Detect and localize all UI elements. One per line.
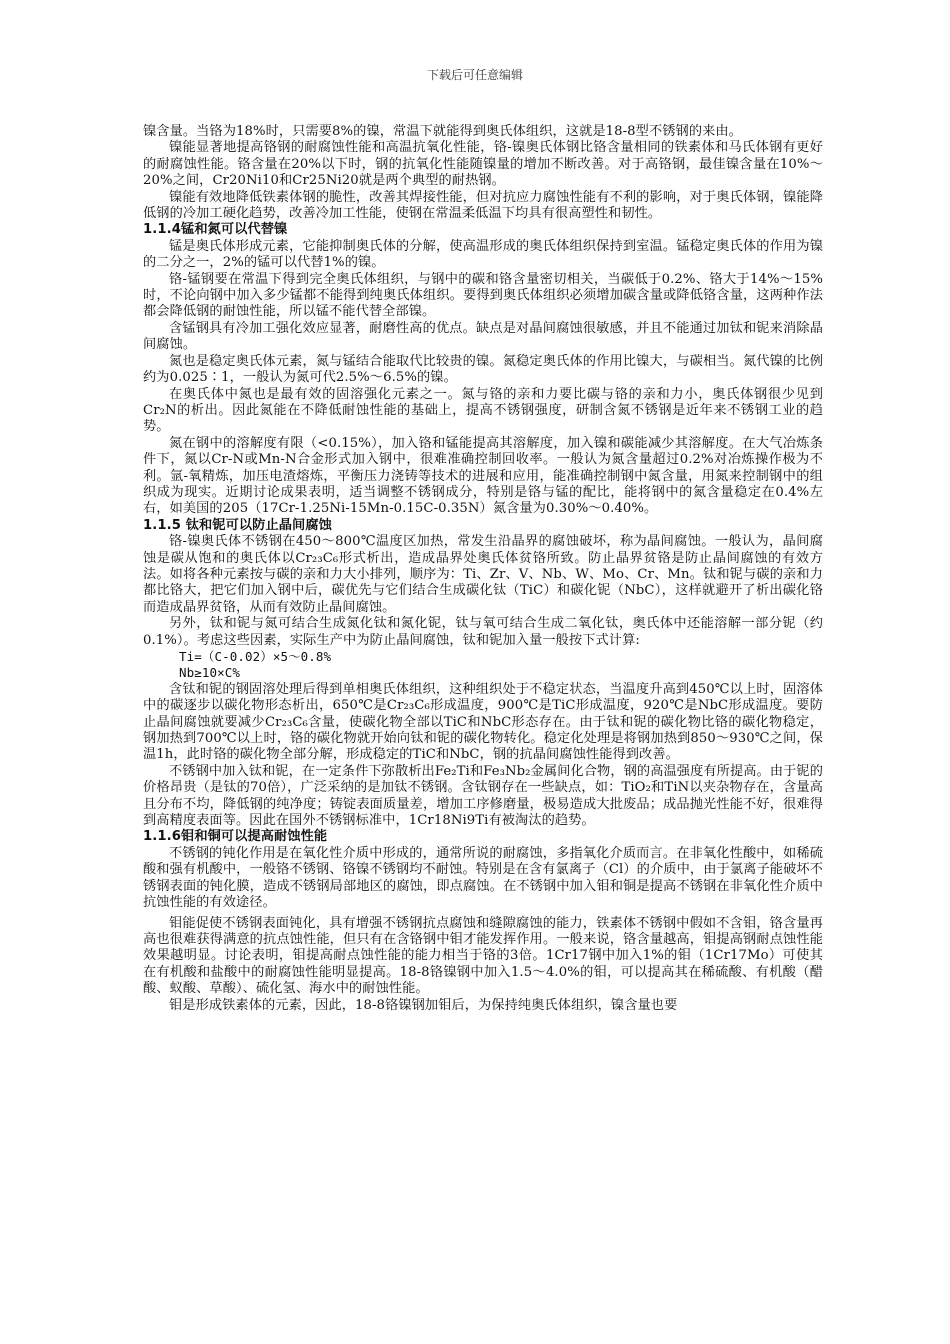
formula-line: Nb≥10×C% [179,665,241,681]
body-paragraph: 含钛和铌的钢固溶处理后得到单相奥氏体组织，这种组织处于不稳定状态，当温度升高到450℃以上时，固溶体中的碳逐步以碳化物形态析出，650℃是Cr₂₃C₆形成温度，900℃是TiC形成温度，920℃是NbC形成温度。要防止晶间腐蚀就要减少Cr₂₃C₆含量，使碳化物全部以TiC和NbC形态存在。由于钛和铌的碳化物比铬的碳化物稳定，钢加热到700℃以上时，铬的碳化物就开始向钛和铌的碳化物转化。稳定化处理是将钢加热到850～930℃之间，保温1h，此时铬的碳化物全部分解，形成稳定的TiC和NbC，钢的抗晶间腐蚀性能得到改善。 [143,681,823,763]
page-header: 下载后可任意编辑 [426,68,523,82]
body-paragraph: 在奥氏体中氮也是最有效的固溶强化元素之一。氮与铬的亲和力要比碳与铬的亲和力小，奥氏体钢很少见到Cr₂N的析出。因此氮能在不降低耐蚀性能的基础上，提高不锈钢强度，研制含氮不锈钢是近年来不锈钢工业的趋势。 [143,386,823,435]
document-body [143,124,823,1014]
body-paragraph: 锰是奥氏体形成元素，它能抑制奥氏体的分解，使高温形成的奥氏体组织保持到室温。锰稳定奥氏体的作用为镍的二分之一，2%的锰可以代替1%的镍。 [143,238,823,271]
body-paragraph: 镍含量。当铬为18%时，只需要8%的镍，常温下就能得到奥氏体组织，这就是18-8型不锈钢的来由。 [143,124,742,139]
body-paragraph: 镍能显著地提高铬钢的耐腐蚀性能和高温抗氧化性能，铬-镍奥氏体钢比铬含量相同的铁素体和马氏体钢有更好的耐腐蚀性能。铬含量在20%以下时，钢的抗氧化性能随镍量的增加不断改善。对于高铬钢，最佳镍含量在10%～20%之间，Cr20Ni10和Cr25Ni20就是两个典型的耐热钢。 [143,140,823,189]
body-paragraph: 氮也是稳定奥氏体元素，氮与锰结合能取代比较贵的镍。氮稳定奥氏体的作用比镍大，与碳相当。氮代镍的比例约为0.025∶1，一般认为氮可代2.5%～6.5%的镍。 [143,353,823,386]
body-paragraph: 另外，钛和铌与氮可结合生成氮化钛和氮化铌，钛与氧可结合生成二氧化钛，奥氏体中还能溶解一部分铌（约0.1%）。考虑这些因素，实际生产中为防止晶间腐蚀，钛和铌加入量一般按下式计算: [143,616,823,648]
section-heading: 1.1.6钼和铜可以提高耐蚀性能 [143,829,328,845]
body-paragraph: 钼能促使不锈钢表面钝化，具有增强不锈钢抗点腐蚀和缝隙腐蚀的能力，铁素体不锈钢中假如不含钼，铬含量再高也很难获得满意的抗点蚀性能，但只有在含铬钢中钼才能发挥作用。一般来说，铬含量越高，钼提高钢耐点蚀性能效果越明显。讨论表明，钼提高耐点蚀性能的能力相当于铬的3倍。1Cr17钢中加入1%的钼（1Cr17Mo）可使其在有机酸和盐酸中的耐腐蚀性能明显提高。18-8铬镍钢中加入1.5～4.0%的钼，可以提高其在稀硫酸、有机酸（醋酸、蚁酸、草酸）、硫化氢、海水中的耐蚀性能。 [143,915,823,997]
body-paragraph: 氮在钢中的溶解度有限（<0.15%），加入铬和锰能提高其溶解度，加入镍和碳能减少其溶解度。在大气冶炼条件下，氮以Cr-N或Mn-N合金形式加入钢中，很难准确控制回收率。一般认为氮含量超过0.2%对冶炼操作极为不利。氩-氧精炼，加压电渣熔炼，平衡压力浇铸等技术的进展和应用，能准确控制钢中氮含量，用氮来控制钢中的组织成为现实。近期讨论成果表明，适当调整不锈钢成分，特别是铬与锰的配比，能将钢中的氮含量稳定在0.4%左右，如美国的205（17Cr-1.25Ni-15Mn-0.15C-0.35N）氮含量为0.30%～0.40%。 [143,435,823,517]
section-heading: 1.1.4锰和氮可以代替镍 [143,222,288,238]
formula-line: Ti=（C-0.02）×5～0.8% [179,649,332,664]
body-paragraph: 不锈钢的钝化作用是在氧化性介质中形成的，通常所说的耐腐蚀，多指氧化介质而言。在非氧化性酸中，如稀硫酸和强有机酸中，一般铬不锈钢、铬镍不锈钢均不耐蚀。特别是在含有氯离子（Cl）的介质中，由于氯离子能破坏不锈钢表面的钝化膜，造成不锈钢局部地区的腐蚀，即点腐蚀。在不锈钢中加入钼和铜是提高不锈钢在非氧化性介质中抗蚀性能的有效途径。 [143,845,823,911]
body-paragraph: 铬-镍奥氏体不锈钢在450～800℃温度区加热，常发生沿晶界的腐蚀破坏，称为晶间腐蚀。一般认为，晶间腐蚀是碳从饱和的奥氏体以Cr₂₃C₆形式析出，造成晶界处奥氏体贫铬所致。防止晶界贫铬是防止晶间腐蚀的有效方法。如将各种元素按与碳的亲和力大小排列，顺序为：Ti、Zr、V、Nb、W、Mo、Cr、Mn。钛和铌与碳的亲和力都比铬大，把它们加入钢中后，碳优先与它们结合生成碳化钛（TiC）和碳化铌（NbC），这样就避开了析出碳化铬而造成晶界贫铬，从而有效防止晶间腐蚀。 [143,534,823,615]
body-paragraph: 镍能有效地降低铁素体钢的脆性，改善其焊接性能，但对抗应力腐蚀性能有不利的影响，对于奥氏体钢，镍能降低钢的冷加工硬化趋势，改善冷加工性能，使钢在常温柔低温下均具有很高塑性和韧性。 [143,189,823,222]
body-paragraph: 钼是形成铁素体的元素，因此，18-8铬镍钢加钼后，为保持纯奥氏体组织，镍含量也要 [169,997,678,1013]
body-paragraph: 铬-锰钢要在常温下得到完全奥氏体组织，与钢中的碳和铬含量密切相关，当碳低于0.2%、铬大于14%～15%时，不论向钢中加入多少锰都不能得到纯奥氏体组织。要得到奥氏体组织必须增加碳含量或降低铬含量，这两种作法都会降低钢的耐蚀性能，所以锰不能代替全部镍。 [143,271,823,320]
body-paragraph: 不锈钢中加入钛和铌，在一定条件下弥散析出Fe₂Ti和Fe₃Nb₂金属间化合物，钢的高温强度有所提高。由于铌的价格昂贵（是钛的70倍），广泛采纳的是加钛不锈钢。含钛钢存在一些缺点，如：TiO₂和TiN以夹杂物存在，含量高且分布不均，降低钢的纯净度；铸锭表面质量差，增加工序修磨量，极易造成大批废品；成品抛光性能不好，很难得到高精度表面等。因此在国外不锈钢标准中，1Cr18Ni9Ti有被淘汰的趋势。 [143,763,823,829]
section-heading: 1.1.5 钛和铌可以防止晶间腐蚀 [143,517,332,533]
body-paragraph: 含锰钢具有冷加工强化效应显著，耐磨性高的优点。缺点是对晶间腐蚀很敏感，并且不能通过加钛和铌来消除晶间腐蚀。 [143,320,823,353]
